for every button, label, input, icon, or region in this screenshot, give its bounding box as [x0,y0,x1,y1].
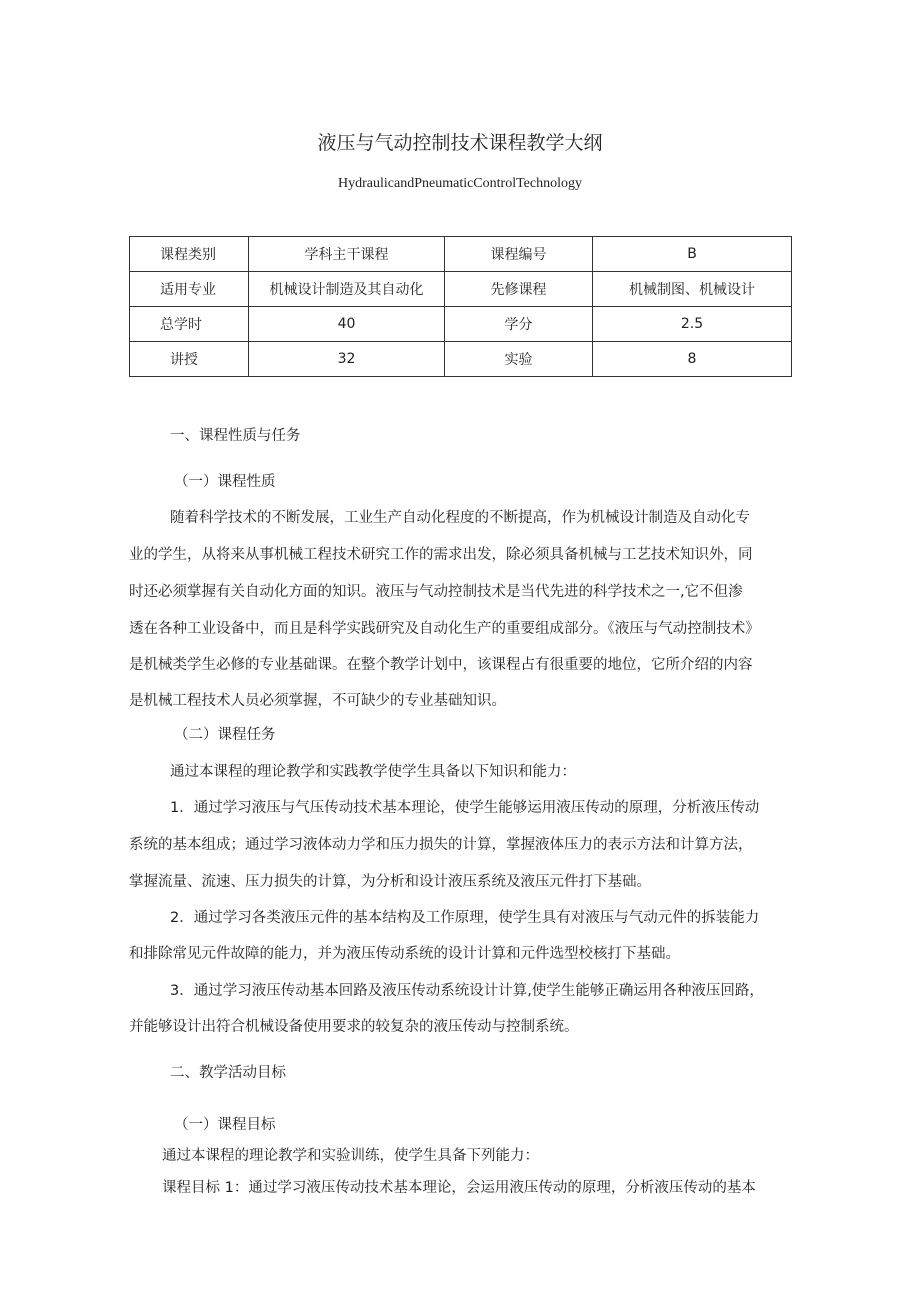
table-cell: 32 [249,342,445,377]
paragraph-line: 系统的基本组成；通过学习液体动力学和压力损失的计算，掌握液体压力的表示方法和计算方法， [129,837,753,853]
paragraph-line: 课程目标 1：通过学习液压传动技术基本理论，会运用液压传动的原理，分析液压传动的基本 [162,1180,756,1196]
paragraph-line: 是机械类学生必修的专业基础课。在整个教学计划中，该课程占有很重要的地位，它所介绍的内容 [129,657,753,673]
document-subtitle: HydraulicandPneumaticControlTechnology [338,176,582,191]
section-heading: 一、课程性质与任务 [170,428,301,444]
paragraph-line: 1．通过学习液压与气压传动技术基本理论，使学生能够运用液压传动的原理，分析液压传动 [170,800,760,816]
subsection-heading: （二）课程任务 [174,727,276,743]
paragraph-line: 3．通过学习液压传动基本回路及液压传动系统设计计算,使学生能够正确运用各种液压回路， [170,983,764,999]
table-cell: 先修课程 [445,272,593,307]
paragraph-line: 是机械工程技术人员必须掌握，不可缺少的专业基础知识。 [129,693,506,709]
paragraph-line: 透在各种工业设备中，而且是科学实践研究及自动化生产的重要组成部分。《液压与气动控制技术》 [129,621,760,637]
table-row [130,237,792,272]
paragraph-line: 通过本课程的理论教学和实验训练，使学生具备下列能力： [162,1148,539,1164]
section-heading: 二、教学活动目标 [170,1065,286,1081]
table-cell: 课程类别 [130,237,249,272]
paragraph-line: 2．通过学习各类液压元件的基本结构及工作原理，使学生具有对液压与气动元件的拆装能力 [170,910,760,926]
paragraph-line: 和排除常见元件故障的能力，并为液压传动系统的设计计算和元件选型校核打下基础。 [129,946,680,962]
table-cell: 机械制图、机械设计 [593,272,792,307]
paragraph-line: 时还必须掌握有关自动化方面的知识。液压与气动控制技术是当代先进的科学技术之一,它不但渗 [129,584,743,600]
table-cell: 学分 [445,307,593,342]
paragraph-line: 业的学生，从将来从事机械工程技术研究工作的需求出发，除必须具备机械与工艺技术知识外，同 [129,547,753,563]
table-cell: B [593,237,792,272]
table-cell: 总学时 [130,307,249,342]
table-cell: 讲授 [130,342,249,377]
table-row [130,307,792,342]
table-row [130,342,792,377]
table-cell: 机械设计制造及其自动化 [249,272,445,307]
paragraph-line: 掌握流量、流速、压力损失的计算，为分析和设计液压系统及液压元件打下基础。 [129,874,651,890]
table-cell: 40 [249,307,445,342]
table-cell: 8 [593,342,792,377]
subsection-heading: （一）课程目标 [174,1117,276,1133]
paragraph-line: 通过本课程的理论教学和实践教学使学生具备以下知识和能力： [170,764,576,780]
table-row [130,272,792,307]
document-title: 液压与气动控制技术课程教学大纲 [317,132,603,154]
course-info-table [129,236,792,377]
table-cell: 实验 [445,342,593,377]
subsection-heading: （一）课程性质 [174,474,276,490]
paragraph-line: 随着科学技术的不断发展，工业生产自动化程度的不断提高，作为机械设计制造及自动化专 [170,510,750,526]
table-cell: 适用专业 [130,272,249,307]
table-cell: 2.5 [593,307,792,342]
paragraph-line: 并能够设计出符合机械设备使用要求的较复杂的液压传动与控制系统。 [129,1019,579,1035]
table-cell: 课程编号 [445,237,593,272]
table-cell: 学科主干课程 [249,237,445,272]
